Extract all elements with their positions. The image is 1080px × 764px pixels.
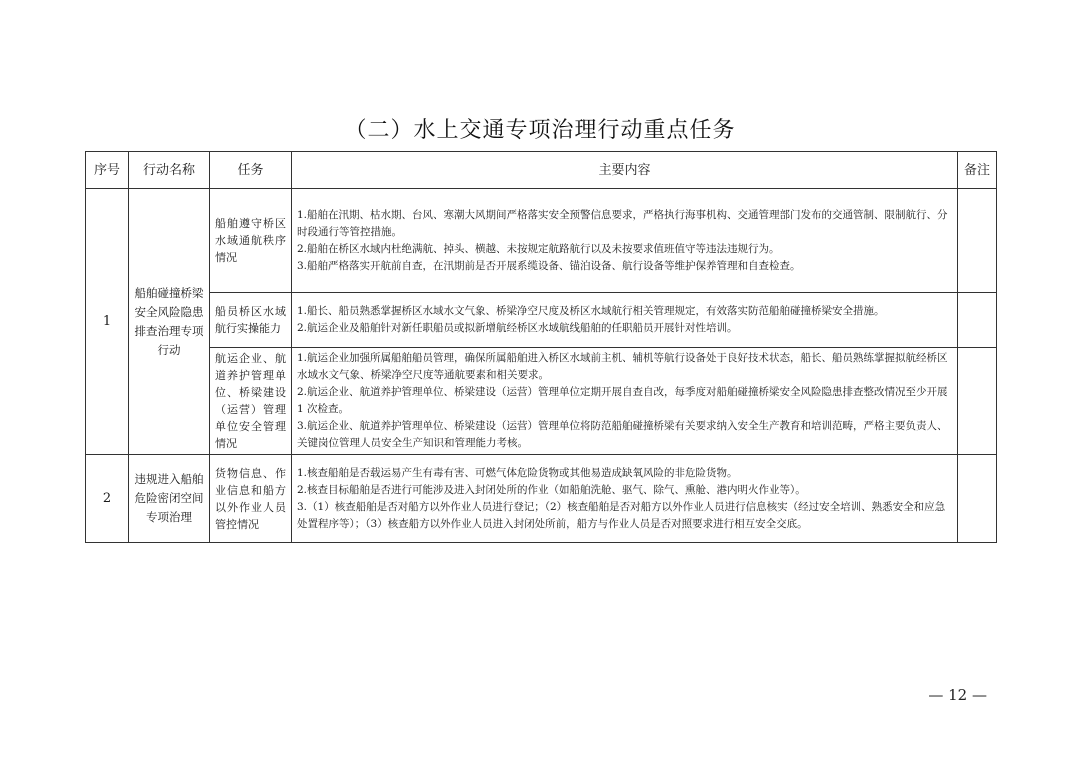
- content-item: 2.船舶在桥区水域内杜绝满航、掉头、横越、未按规定航路航行以及未按要求值班值守等违法违规行为。: [297, 242, 780, 255]
- table-row: [86, 455, 997, 543]
- row-task: 船舶遵守桥区水域通航秩序情况: [210, 189, 292, 293]
- content-item: 2.核查目标船舶是否进行可能涉及进入封闭处所的作业（如船舶洗舱、驱气、除气、熏舱、港内明火作业等）。: [297, 483, 806, 496]
- content-item: 1.船长、船员熟悉掌握桥区水域水文气象、桥梁净空尺度及桥区水域航行相关管理规定，有效落实防范船舶碰撞桥梁安全措施。: [297, 305, 885, 317]
- row-content: [292, 293, 958, 348]
- content-item: 3.船舶严格落实开航前自查，在汛期前是否开展系缆设备、锚泊设备、航行设备等维护保养管理和自查检查。: [297, 259, 801, 272]
- table-row: [86, 293, 997, 348]
- row-content: [292, 348, 958, 455]
- content-item: 1.核查船舶是否载运易产生有毒有害、可燃气体危险货物或其他易造成缺氧风险的非危险货物。: [297, 466, 738, 479]
- row-note: [958, 455, 997, 543]
- row-content: [292, 189, 958, 293]
- row-action-name: 船舶碰撞桥梁安全风险隐患排查治理专项行动: [129, 189, 210, 455]
- header-note: 备注: [958, 152, 997, 189]
- table-row: [86, 348, 997, 455]
- row-task: 航运企业、航道养护管理单位、桥梁建设（运营）管理单位安全管理情况: [210, 348, 292, 455]
- row-seq: 2: [86, 455, 129, 543]
- header-seq: 序号: [86, 152, 129, 189]
- page-title: （二）水上交通专项治理行动重点任务: [344, 118, 736, 143]
- row-action-name: 违规进入船舶危险密闭空间专项治理: [129, 455, 210, 543]
- table-header-row: [86, 152, 997, 189]
- content-item: 3.航运企业、航道养护管理单位、桥梁建设（运营）管理单位将防范船舶碰撞桥梁有关要求纳入安全生产教育和培训范畴，严格主要负责人、关键岗位管理人员安全生产知识和管理能力考核。: [297, 420, 948, 449]
- row-seq: 1: [86, 189, 129, 455]
- row-note: [958, 348, 997, 455]
- content-item: 2.航运企业、航道养护管理单位、桥梁建设（运营）管理单位定期开展自查自改，每季度对船舶碰撞桥梁安全风险隐患排查整改情况至少开展 1 次检查。: [297, 386, 948, 415]
- row-content: [292, 455, 958, 543]
- content-item: 1.航运企业加强所属船舶船员管理，确保所属船舶进入桥区水域前主机、辅机等航行设备处于良好技术状态，船长、船员熟练掌握拟航经桥区水域水文气象、桥梁净空尺度等通航要素和相关要求。: [297, 352, 948, 381]
- row-note: [958, 189, 997, 293]
- row-note: [958, 293, 997, 348]
- row-task: 船员桥区水域航行实操能力: [210, 293, 292, 348]
- content-item: 1.船舶在汛期、枯水期、台风、寒潮大风期间严格落实安全预警信息要求，严格执行海事机构、交通管理部门发布的交通管制、限制航行、分时段通行等管控措施。: [297, 208, 948, 238]
- row-task: 货物信息、作业信息和船方以外作业人员管控情况: [210, 455, 292, 543]
- content-item: 3.（1）核查船舶是否对船方以外作业人员进行登记；（2）核查船舶是否对船方以外作业人员进行信息核实（经过安全培训、熟悉安全和应急处置程序等）；（3）核查船方以外作业人员进入封闭处所前，船方与作业人员是否对照要求进行相互安全交底。: [297, 500, 946, 530]
- header-action: 行动名称: [129, 152, 210, 189]
- page-number: — 12 —: [928, 686, 987, 704]
- table-row: [86, 189, 997, 293]
- content-item: 2.航运企业及船舶针对新任职船员或拟新增航经桥区水域航线船舶的任职船员开展针对性培训。: [297, 322, 738, 334]
- header-content: 主要内容: [292, 152, 958, 189]
- task-table: [85, 151, 997, 543]
- header-task: 任务: [210, 152, 292, 189]
